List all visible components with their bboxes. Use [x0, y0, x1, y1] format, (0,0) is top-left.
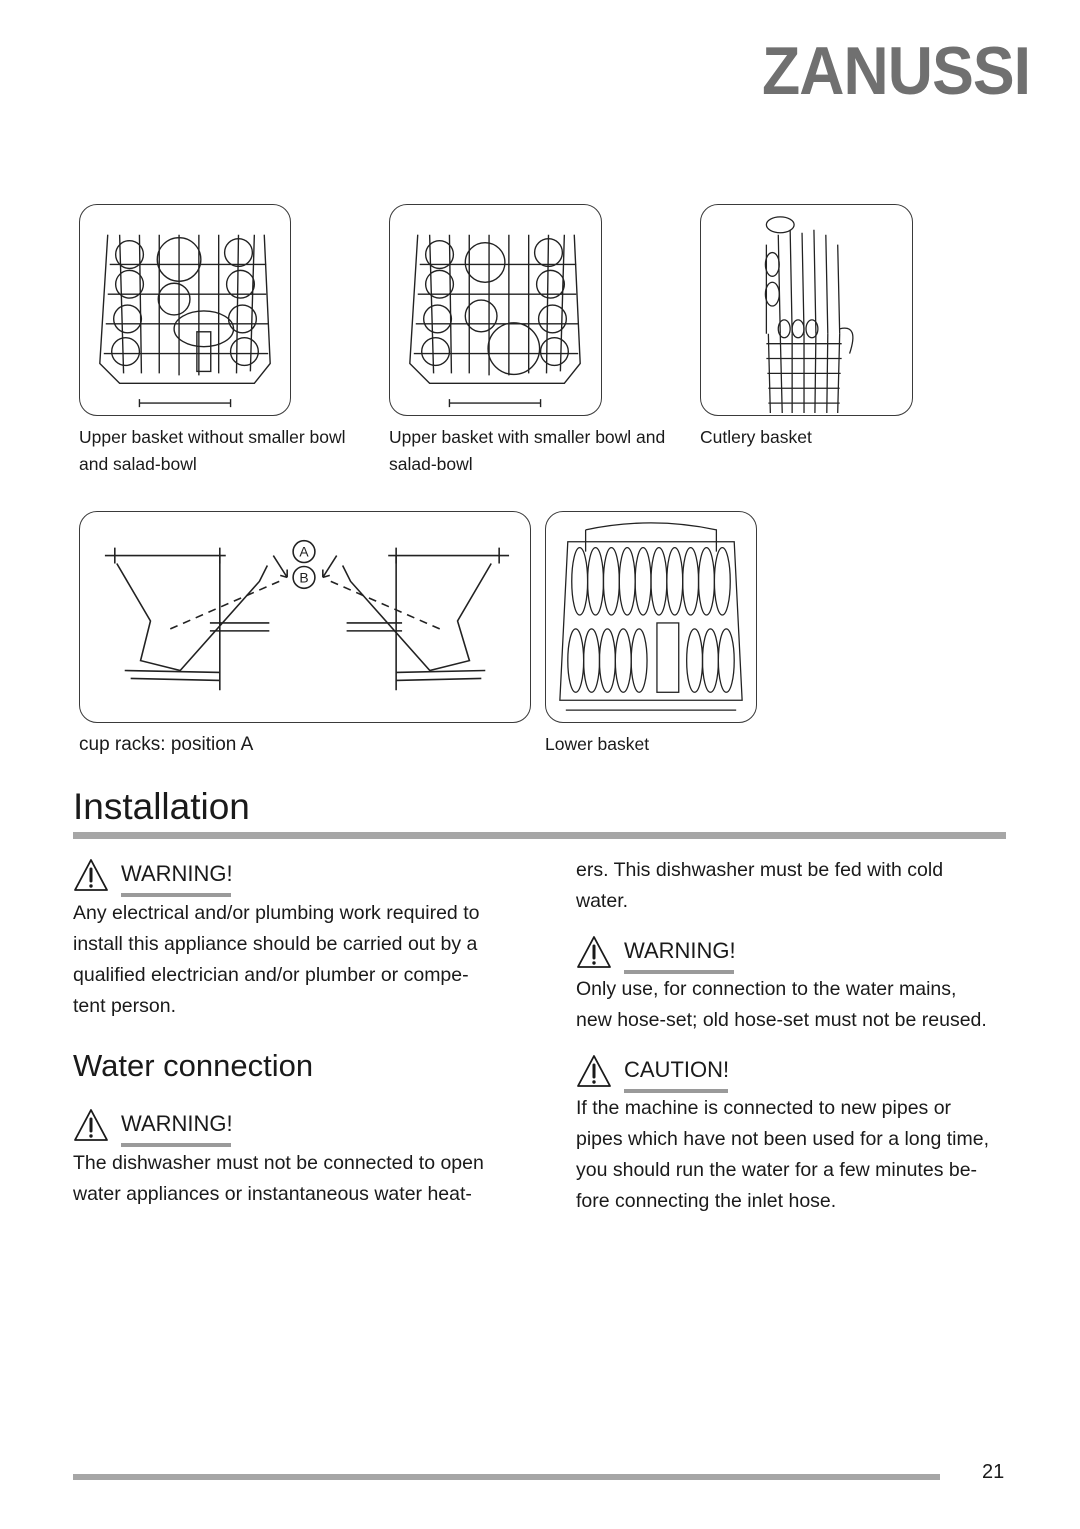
warning-triangle-icon: [73, 1108, 109, 1142]
text-line: water appliances or instantaneous water heat-: [73, 1183, 472, 1205]
text-line: pipes which have not been used for a long time,: [576, 1128, 990, 1150]
position-a-label: A: [299, 543, 309, 560]
text-line: you should run the water for a few minutes be-: [576, 1159, 978, 1181]
section-title-water-connection: Water connection: [73, 1048, 314, 1083]
text-line: install this appliance should be carried out by a: [73, 933, 478, 955]
caption-line: and salad-bowl: [79, 454, 197, 474]
text-line: qualified electrician and/or plumber or compe-: [73, 964, 469, 986]
caption-upper-basket-without-bowl: [79, 424, 346, 478]
caption-lower-basket: [545, 731, 649, 758]
figure-cup-racks: [79, 511, 531, 723]
text-line: Any electrical and/or plumbing work required to: [73, 902, 480, 924]
warning-2-text: [73, 1148, 484, 1210]
caption-line: Upper basket with smaller bowl and: [389, 427, 666, 447]
cutlery-basket-illustration: [701, 205, 912, 415]
text-line: new hose-set; old hose-set must not be reused.: [576, 1009, 987, 1031]
caption-line: Cutlery basket: [700, 427, 812, 447]
warning-1-text: [73, 898, 479, 1022]
warning-3-text: [576, 974, 987, 1036]
position-b-label: B: [299, 569, 309, 586]
caution-triangle-icon: [576, 1054, 612, 1088]
caption-line: salad-bowl: [389, 454, 473, 474]
caption-cutlery-basket: [700, 424, 812, 451]
page-number: 21: [982, 1461, 1005, 1483]
caption-line: cup racks: position A: [79, 734, 254, 755]
warning-triangle-icon: [576, 935, 612, 969]
text-line: tent person.: [73, 995, 176, 1017]
text-line: water.: [576, 890, 629, 912]
continuation-text: [576, 855, 943, 917]
label-underline: [121, 893, 231, 897]
warning-label: WARNING!: [121, 1111, 233, 1136]
caption-cup-racks: [79, 731, 253, 758]
cup-racks-illustration: [80, 512, 530, 722]
caption-line: Lower basket: [545, 734, 650, 754]
warning-label: WARNING!: [624, 938, 736, 963]
figure-upper-basket-with-bowl: [389, 204, 602, 416]
figure-lower-basket: [545, 511, 757, 723]
label-underline: [121, 1143, 231, 1147]
lower-basket-illustration: [546, 512, 756, 722]
text-line: ers. This dishwasher must be fed with cold: [576, 859, 944, 881]
footer-rule: [73, 1474, 940, 1480]
caution-label: CAUTION!: [624, 1057, 730, 1082]
upper-basket-with-bowl-illustration: [390, 205, 601, 415]
brand-logo: ZANUSSI: [762, 33, 1031, 109]
section-title-installation: Installation: [73, 786, 250, 827]
text-line: If the machine is connected to new pipes or: [576, 1097, 952, 1119]
warning-triangle-icon: [73, 858, 109, 892]
warning-label: WARNING!: [121, 861, 233, 886]
caution-text: [576, 1093, 989, 1217]
text-line: fore connecting the inlet hose.: [576, 1190, 837, 1212]
text-line: The dishwasher must not be connected to open: [73, 1152, 484, 1174]
upper-basket-without-bowl-illustration: [80, 205, 290, 415]
text-line: Only use, for connection to the water mains,: [576, 978, 957, 1000]
figure-upper-basket-without-bowl: [79, 204, 291, 416]
section-rule: [73, 832, 1006, 839]
caption-upper-basket-with-bowl: [389, 424, 665, 478]
caption-line: Upper basket without smaller bowl: [79, 427, 346, 447]
figure-cutlery-basket: [700, 204, 913, 416]
